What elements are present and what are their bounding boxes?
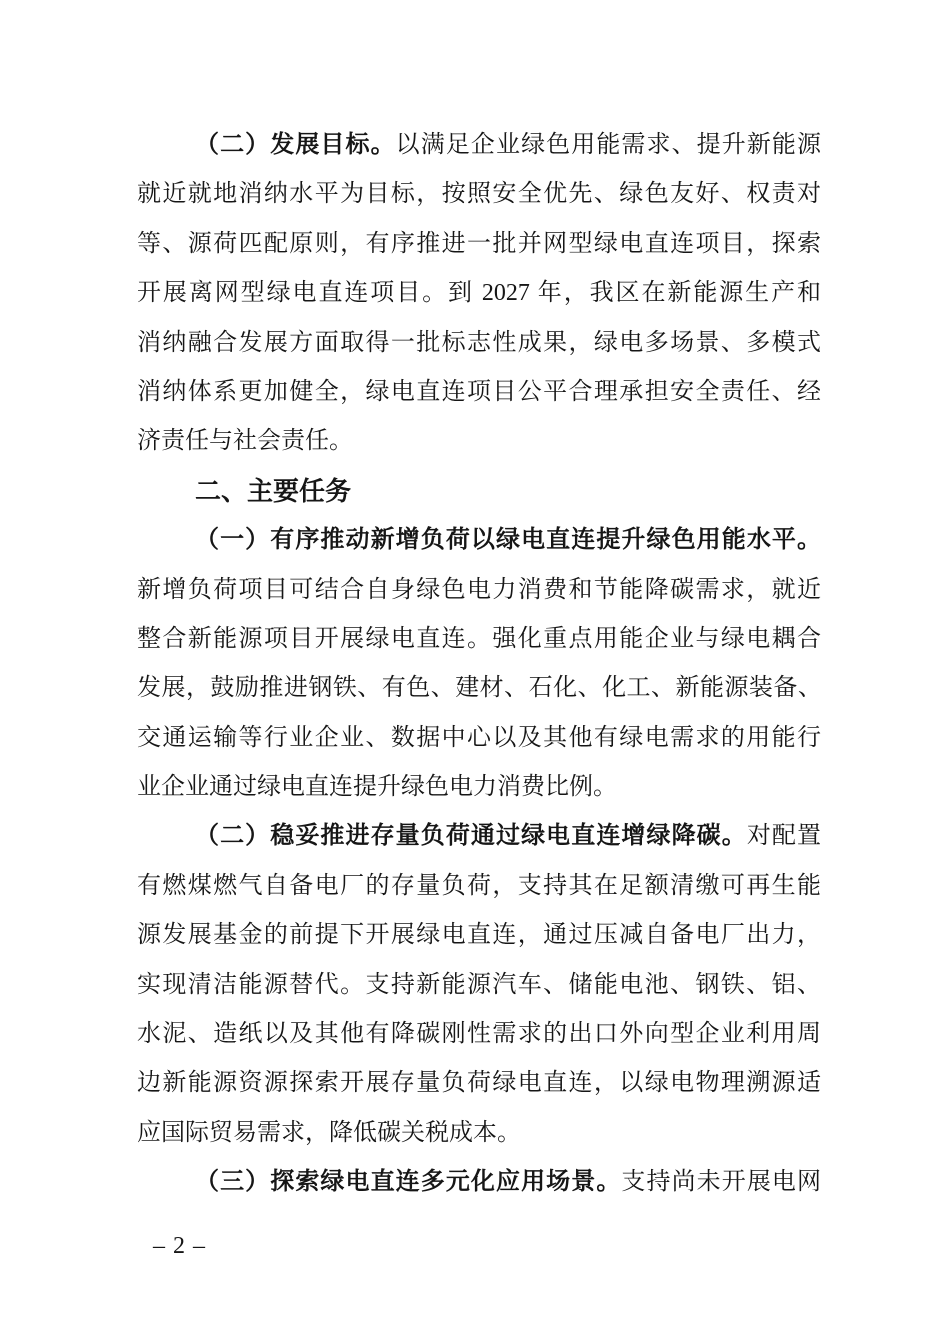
line-text: 交通运输等行业企业、数据中心以及其他有绿电需求的用能行: [137, 724, 821, 751]
line-text: 整合新能源项目开展绿电直连。强化重点用能企业与绿电耦合: [137, 625, 821, 652]
text-line: [137, 1158, 821, 1207]
line-text: 发展，鼓励推进钢铁、有色、建材、石化、化工、新能源装备、: [137, 675, 821, 702]
text-line: [137, 812, 821, 861]
text-line: [137, 961, 821, 1010]
text-line: [137, 714, 821, 763]
text-line: [137, 516, 821, 565]
line-text: 等、源荷匹配原则，有序推进一批并网型绿电直连项目，探索: [137, 230, 821, 257]
line-text: 以满足企业绿色用能需求、提升新能源: [395, 132, 821, 158]
line-text: 水泥、造纸以及其他有降碳刚性需求的出口外向型企业利用周: [137, 1021, 821, 1048]
text-line: [137, 121, 821, 170]
text-line: [137, 615, 821, 664]
document-page: [137, 121, 821, 1208]
text-line: [137, 170, 821, 219]
line-text: 消纳体系更加健全，绿电直连项目公平合理承担安全责任、经: [137, 378, 821, 405]
line-text: 开展离网型绿电直连项目。到 2027 年，我区在新能源生产和: [137, 280, 821, 307]
line-text: 济责任与社会责任。: [137, 428, 353, 455]
line-text: 应国际贸易需求，降低碳关税成本。: [137, 1119, 521, 1146]
text-line: [137, 911, 821, 960]
heading-text: 二、主要任务: [195, 475, 352, 506]
paragraph-lead: （一）有序推动新增负荷以绿电直连提升绿色用能水平。: [195, 527, 821, 554]
text-line: [137, 220, 821, 269]
section-heading: [137, 467, 821, 516]
text-line: [137, 269, 821, 318]
line-text: 业企业通过绿电直连提升绿色电力消费比例。: [137, 774, 617, 801]
line-text: 支持尚未开展电网: [621, 1169, 821, 1196]
text-line: [137, 1010, 821, 1059]
paragraph-lead: （二）发展目标。: [195, 132, 396, 158]
text-line: [137, 763, 821, 812]
line-text: 有燃煤燃气自备电厂的存量负荷，支持其在足额清缴可再生能: [137, 872, 821, 899]
text-line: [137, 862, 821, 911]
line-text: 就近就地消纳水平为目标，按照安全优先、绿色友好、权责对: [137, 181, 821, 208]
line-text: 源发展基金的前提下开展绿电直连，通过压减自备电厂出力，: [137, 922, 821, 949]
text-line: [137, 417, 821, 466]
text-line: [137, 1109, 821, 1158]
page-number: – 2 –: [153, 1233, 206, 1259]
text-line: [137, 664, 821, 713]
text-line: [137, 1059, 821, 1108]
text-line: [137, 319, 821, 368]
line-text: 边新能源资源探索开展存量负荷绿电直连，以绿电物理溯源适: [137, 1070, 821, 1097]
line-text: 实现清洁能源替代。支持新能源汽车、储能电池、钢铁、铝、: [137, 971, 821, 998]
line-text: 新增负荷项目可结合自身绿色电力消费和节能降碳需求，就近: [137, 576, 821, 603]
line-text: 消纳融合发展方面取得一批标志性成果，绿电多场景、多模式: [137, 329, 821, 356]
paragraph-lead: （三）探索绿电直连多元化应用场景。: [195, 1169, 622, 1196]
line-text: 对配置: [746, 823, 821, 850]
paragraph-lead: （二）稳妥推进存量负荷通过绿电直连增绿降碳。: [195, 823, 747, 850]
text-line: [137, 566, 821, 615]
text-line: [137, 368, 821, 417]
